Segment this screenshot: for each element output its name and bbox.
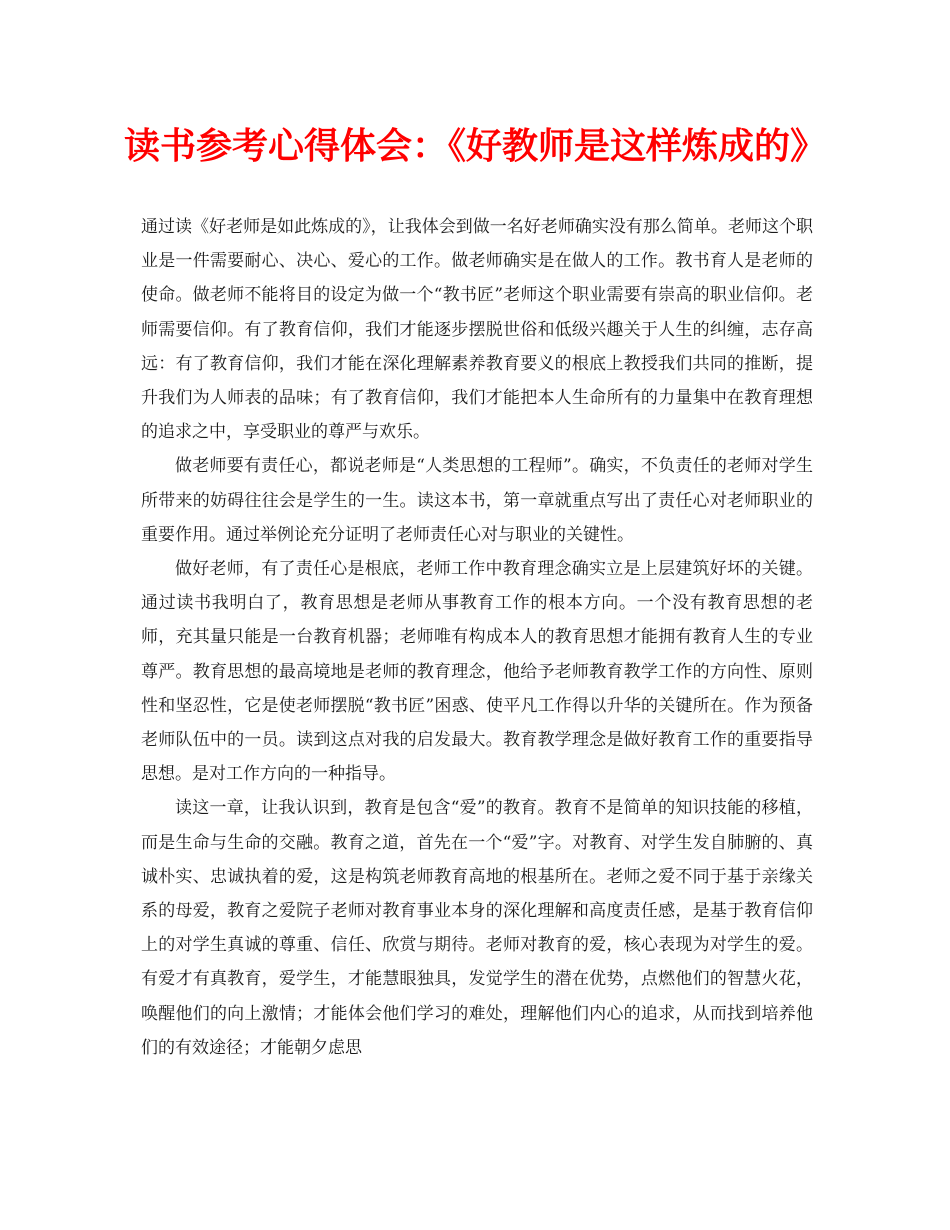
paragraph-1: 通过读《好老师是如此炼成的》，让我体会到做一名好老师确实没有那么简单。老师这个职业是一件需要耐心、决心、爱心的工作。做老师确实是在做人的工作。教书育人是老师的使命。做老师不能将目的设定为做一个“教书匠”老师这个职业需要有崇高的职业信仰。老师需要信仰。有了教育信仰，我们才能逐步摆脱世俗和低级兴趣关于人生的纠缠，志存高远：有了教育信仰，我们才能在深化理解素养教育要义的根底上教授我们共同的推断，提升我们为人师表的品味；有了教育信仰，我们才能把本人生命所有的力量集中在教育理想的追求之中，享受职业的尊严与欢乐。 (141, 217, 813, 443)
paragraph-4: 读这一章，让我认识到，教育是包含“爱”的教育。教育不是简单的知识技能的移植，而是生命与生命的交融。教育之道，首先在一个“爱”字。对教育、对学生发自肺腑的、真诚朴实、忠诚执着的爱，这是构筑老师教育高地的根基所在。老师之爱不同于基于亲缘关系的母爱，教育之爱院子老师对教育事业本身的深化理解和高度责任感，是基于教育信仰上的对学生真诚的尊重、信任、欣赏与期待。老师对教育的爱，核心表现为对学生的爱。有爱才有真教育，爱学生，才能慧眼独具，发觉学生的潜在优势，点燃他们的智慧火花，唤醒他们的向上激情；才能体会他们学习的难处，理解他们内心的追求，从而找到培养他们的有效途径；才能朝夕虑思 (141, 798, 813, 1058)
document-title: 读书参考心得体会：《好教师是这样炼成的》 (123, 126, 826, 167)
paragraph-2: 做老师要有责任心，都说老师是“人类思想的工程师”。确实，不负责任的老师对学生所带来的妨碍往往会是学生的一生。读这本书，第一章就重点写出了责任心对老师职业的重要作用。通过举例论充分证明了老师责任心对与职业的关键性。 (141, 456, 813, 545)
document-body (141, 210, 813, 1065)
paragraph-3: 做好老师，有了责任心是根底，老师工作中教育理念确实立是上层建筑好坏的关键。通过读书我明白了，教育思想是老师从事教育工作的根本方向。一个没有教育思想的老师，充其量只能是一台教育机器；老师唯有构成本人的教育思想才能拥有教育人生的专业尊严。教育思想的最高境地是老师的教育理念，他给予老师教育教学工作的方向性、原则性和坚忍性，它是使老师摆脱“教书匠”困惑、使平凡工作得以升华的关键所在。作为预备老师队伍中的一员。读到这点对我的启发最大。教育教学理念是做好教育工作的重要指导思想。是对工作方向的一种指导。 (141, 559, 813, 785)
